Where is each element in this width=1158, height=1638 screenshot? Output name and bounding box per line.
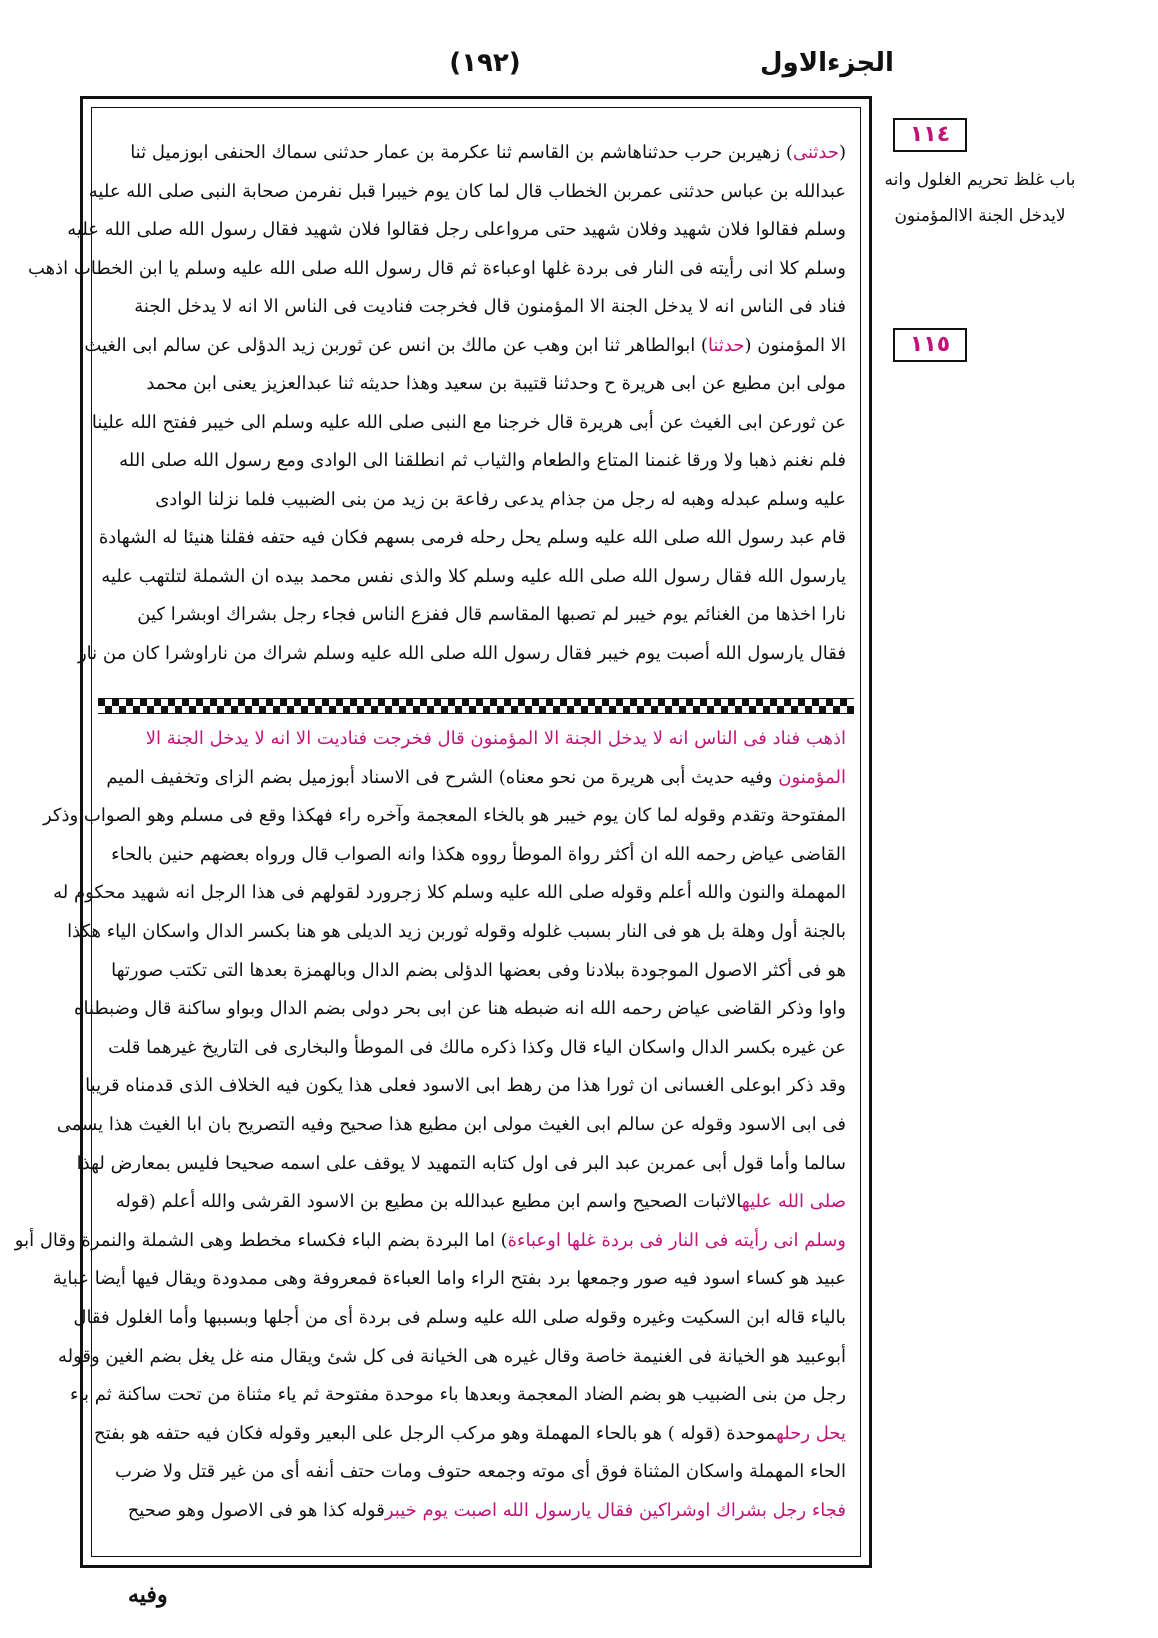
line-text: فلم نغنم ذهبا ولا ورقا غنمنا المتاع والطعام والثياب ثم انطلقنا الى الوادى ومع رسول الله صلى الله bbox=[119, 450, 846, 471]
hadith-line bbox=[106, 365, 846, 404]
line-text: وفيه حديث أبى هريرة من نحو معناه) الشرح فى الاسناد أبوزميل بضم الزاى وتخفيف الميم bbox=[106, 766, 779, 788]
commentary-line bbox=[57, 1338, 846, 1377]
line-text: قام عبد رسول الله صلى الله عليه وسلم يحل رحله فرمى بسهم فكان فيه حتفه فقلنا هنيئا له الشهادة bbox=[98, 527, 846, 548]
commentary-line bbox=[56, 1106, 846, 1145]
hadith-line bbox=[67, 211, 846, 250]
commentary-line bbox=[52, 1260, 846, 1299]
line-text: سالما وأما قول أبى عمربن عبد البر فى اول كتابه التمهيد لا يوقف على اسمه صحيحا فليس بمعارض لهذا bbox=[76, 1152, 846, 1174]
highlighted-text: المؤمنون bbox=[778, 766, 846, 788]
commentary-line bbox=[106, 1183, 846, 1222]
highlighted-text: يحل رحله bbox=[775, 1422, 846, 1444]
line-text: الحاء المهملة واسكان المثناة فوق أى موته وجمعه حتوف ومات حتف أنفه أى من غير قتل ولا ضرب bbox=[115, 1461, 846, 1483]
line-text: عليه وسلم عبدله وهبه له رجل من جذام يدعى رفاعة بن زيد من بنى الضبيب فلما نزلنا الوادى bbox=[155, 488, 846, 510]
line-text: ) اما البردة بضم الباء فكساء مخطط وهى الشملة والنمرة وقال أبو bbox=[14, 1229, 508, 1251]
hadith-line bbox=[106, 442, 846, 481]
line-text: هو فى أكثر الاصول الموجودة ببلادنا وفى بعضها الدؤلى بضم الدال وبالهمزة بعدها التى تكتب صورتها bbox=[111, 959, 846, 981]
commentary-line bbox=[106, 720, 846, 759]
line-text: وسلم فقالوا فلان شهيد وفلان شهيد حتى مرواعلى رجل فقالوا فلان شهيد فقال رسول الله صلى الله عليه bbox=[67, 219, 846, 240]
hadith-line bbox=[106, 288, 846, 327]
line-text: مولى ابن مطيع عن ابى هريرة ح وحدثنا قتيبة بن سعيد وهذا حديثه ثنا عبدالعزيز يعنى ابن محمد bbox=[146, 373, 846, 394]
section-divider bbox=[98, 698, 854, 714]
line-text: وقد ذكر ابوعلى الغسانى ان ثورا هذا من رهط ابى الاسود فعلى هذا يكون فيه الخلاف الذى قدمناه قريبا bbox=[85, 1075, 846, 1097]
line-text: عبدالله بن عباس حدثنى عمربن الخطاب قال لما كان يوم خيبرا قبل نفرمن صحابة النبى صلى الله عليه bbox=[88, 180, 846, 202]
chapter-title bbox=[880, 162, 1080, 234]
line-text: أبوعبيد هو الخيانة فى الغنيمة خاصة وقال غيره هى الخيانة فى كل شئ ويقال منه غل يغل بضم الغين وقوله bbox=[57, 1345, 846, 1367]
hadith-number-114: ١١٤ bbox=[893, 118, 967, 152]
highlighted-text: صلى الله عليه bbox=[741, 1191, 846, 1213]
hadith-line bbox=[106, 134, 846, 173]
commentary-line bbox=[70, 1376, 846, 1415]
line-text: المهملة والنون والله أعلم وقوله صلى الله عليه وسلم كلا زجرورد لقولهم فى هذا الرجل انه شهيد محكوم له bbox=[53, 882, 846, 904]
commentary-line bbox=[106, 759, 846, 798]
hadith-line bbox=[84, 327, 846, 366]
page-frame bbox=[14, 96, 872, 1568]
line-text: نارا اخذها من الغنائم يوم خيبر لم تصبها المقاسم قال ففزع الناس فجاء رجل بشراك اوبشرا كين bbox=[137, 604, 846, 625]
hadith-number-115: ١١٥ bbox=[893, 328, 967, 362]
commentary-line bbox=[76, 1145, 846, 1184]
page-number: (١٩٢) bbox=[449, 48, 521, 78]
commentary-line bbox=[42, 797, 846, 836]
commentary-line bbox=[106, 1453, 846, 1492]
commentary-line bbox=[67, 913, 846, 952]
commentary-line bbox=[106, 952, 846, 991]
line-text: وسلم كلا انى رأيته فى النار فى بردة غلها اوعباءة ثم قال رسول الله صلى الله عليه وسلم يا ابن الخطاب اذهب bbox=[28, 257, 846, 279]
line-text: ) زهيربن حرب حدثناهاشم بن القاسم ثنا عكرمة بن عمار حدثنى سماك الحنفى ابوزميل ثنا bbox=[130, 142, 793, 163]
commentary-text-block bbox=[14, 720, 846, 1530]
hadith-line bbox=[28, 250, 846, 289]
hadith-line bbox=[88, 173, 846, 212]
line-text: قوله bbox=[346, 1499, 385, 1521]
highlighted-text: حدثنا bbox=[707, 334, 745, 356]
hadith-line bbox=[98, 519, 846, 558]
line-text: ) ابوالطاهر ثنا ابن وهب عن مالك بن انس عن ثوربن زيد الدؤلى عن سالم ابى الغيث bbox=[84, 334, 708, 356]
line-text: بالياء قاله ابن السكيت وغيره وقوله صلى الله عليه وسلم فى بردة أى من أجلها وبسببها وأما الغلول فقال bbox=[73, 1306, 846, 1328]
line-text: فناد فى الناس انه لا يدخل الجنة الا المؤمنون قال فخرجت فناديت فى الناس الا انه لا يدخل الجنة bbox=[134, 296, 846, 317]
volume-label: الجزءالاول bbox=[760, 48, 894, 78]
hadith-line bbox=[77, 635, 846, 674]
commentary-line bbox=[85, 1067, 846, 1106]
line-text: المفتوحة وتقدم وقوله لما كان يوم خيبر هو بالخاء المعجمة وآخره راء فهكذا وقع فى مسلم وهو الصواب وذكر bbox=[42, 805, 846, 827]
line-text: كذا هو فى الاصول وهو صحيح bbox=[127, 1499, 347, 1521]
line-text: عن ثورعن ابى الغيث عن أبى هريرة قال خرجنا مع النبى صلى الله عليه وسلم الى خيبر ففتح الله علينا bbox=[91, 411, 846, 433]
commentary-line bbox=[73, 1299, 846, 1338]
hadith-text-block bbox=[28, 134, 846, 673]
highlighted-text: فجاء رجل بشراك اوشراكين فقال يارسول الله اصبت يوم خيبر bbox=[384, 1499, 846, 1521]
commentary-line bbox=[93, 1415, 846, 1454]
commentary-line bbox=[53, 874, 846, 913]
commentary-line bbox=[106, 1492, 846, 1531]
line-text: ) هو بالحاء المهملة وهو مركب الرجل على البعير وقوله فكان فيه حتفه هو بفتح bbox=[93, 1422, 675, 1444]
line-text: رجل من بنى الضبيب هو بضم الضاد المعجمة وبعدها باء موحدة مفتوحة ثم ياء مثناة من تحت ساكنة ثم باء bbox=[70, 1384, 846, 1406]
line-text: الا المؤمنون ( bbox=[744, 334, 846, 356]
line-text: عبيد هو كساء اسود فيه صور وجمعها برد بفتح الراء واما العباءة فمعروفة وهى ممدودة ويقال فيها أيضا عباية bbox=[52, 1268, 846, 1290]
hadith-line bbox=[91, 404, 846, 443]
line-text: عن غيره بكسر الدال واسكان الياء قال وكذا ذكره مالك فى الموطأ والبخارى فى التاريخ غيرهما قلت bbox=[108, 1036, 846, 1058]
line-text: فى ابى الاسود وقوله عن سالم ابى الغيث مولى ابن مطيع هذا صحيح وفيه التصريح بان ابا الغيث هذا يسمى bbox=[56, 1113, 846, 1135]
commentary-line bbox=[106, 836, 846, 875]
line-text: الاثبات الصحيح واسم ابن مطيع عبدالله بن مطيع بن الاسود القرشى والله أعلم (قوله bbox=[115, 1191, 742, 1213]
hadith-line bbox=[101, 558, 846, 597]
commentary-line bbox=[106, 1029, 846, 1068]
page-frame-inner bbox=[14, 107, 861, 1557]
highlighted-text: اذهب فناد فى الناس انه لا يدخل الجنة الا المؤمنون قال فخرجت فناديت الا انه لا يدخل الجنة الا bbox=[145, 728, 846, 749]
hadith-line bbox=[106, 481, 846, 520]
chapter-title-line-1: باب غلظ تحريم الغلول وانه bbox=[884, 170, 1076, 190]
line-text: موحدة (قوله bbox=[674, 1422, 776, 1444]
commentary-line bbox=[74, 990, 846, 1029]
line-text: ( bbox=[838, 142, 846, 163]
hadith-line bbox=[106, 596, 846, 635]
highlighted-text: وسلم انى رأيته فى النار فى بردة غلها اوعباءة bbox=[507, 1229, 846, 1251]
line-text: يارسول الله فقال رسول الله صلى الله عليه وسلم كلا والذى نفس محمد بيده ان الشملة لتلتهب عليه bbox=[101, 565, 846, 587]
line-text: واوا وذكر القاضى عياض رحمه الله انه ضبطه هنا عن ابى بحر دولى بضم الدال وبواو ساكنة قال وضبطناه bbox=[74, 998, 846, 1020]
chapter-title-line-2: لايدخل الجنة الاالمؤمنون bbox=[894, 206, 1066, 226]
highlighted-text: حدثنى bbox=[792, 142, 839, 163]
line-text: فقال يارسول الله أصبت يوم خيبر فقال رسول الله صلى الله عليه وسلم شراك من ناراوشرا كان من نار bbox=[77, 642, 846, 664]
line-text: القاضى عياض رحمه الله ان أكثر رواة الموطأ رووه هكذا وانه الصواب قال ورواه بعضهم حنين بالحاء bbox=[111, 843, 846, 865]
line-text: بالجنة أول وهلة بل هو فى النار بسبب غلوله وقوله ثوربن زيد الديلى هو هنا بكسر الدال واسكان الياء هكذا bbox=[67, 920, 846, 942]
commentary-line bbox=[14, 1222, 846, 1261]
catchword: وفيه bbox=[128, 1582, 168, 1608]
